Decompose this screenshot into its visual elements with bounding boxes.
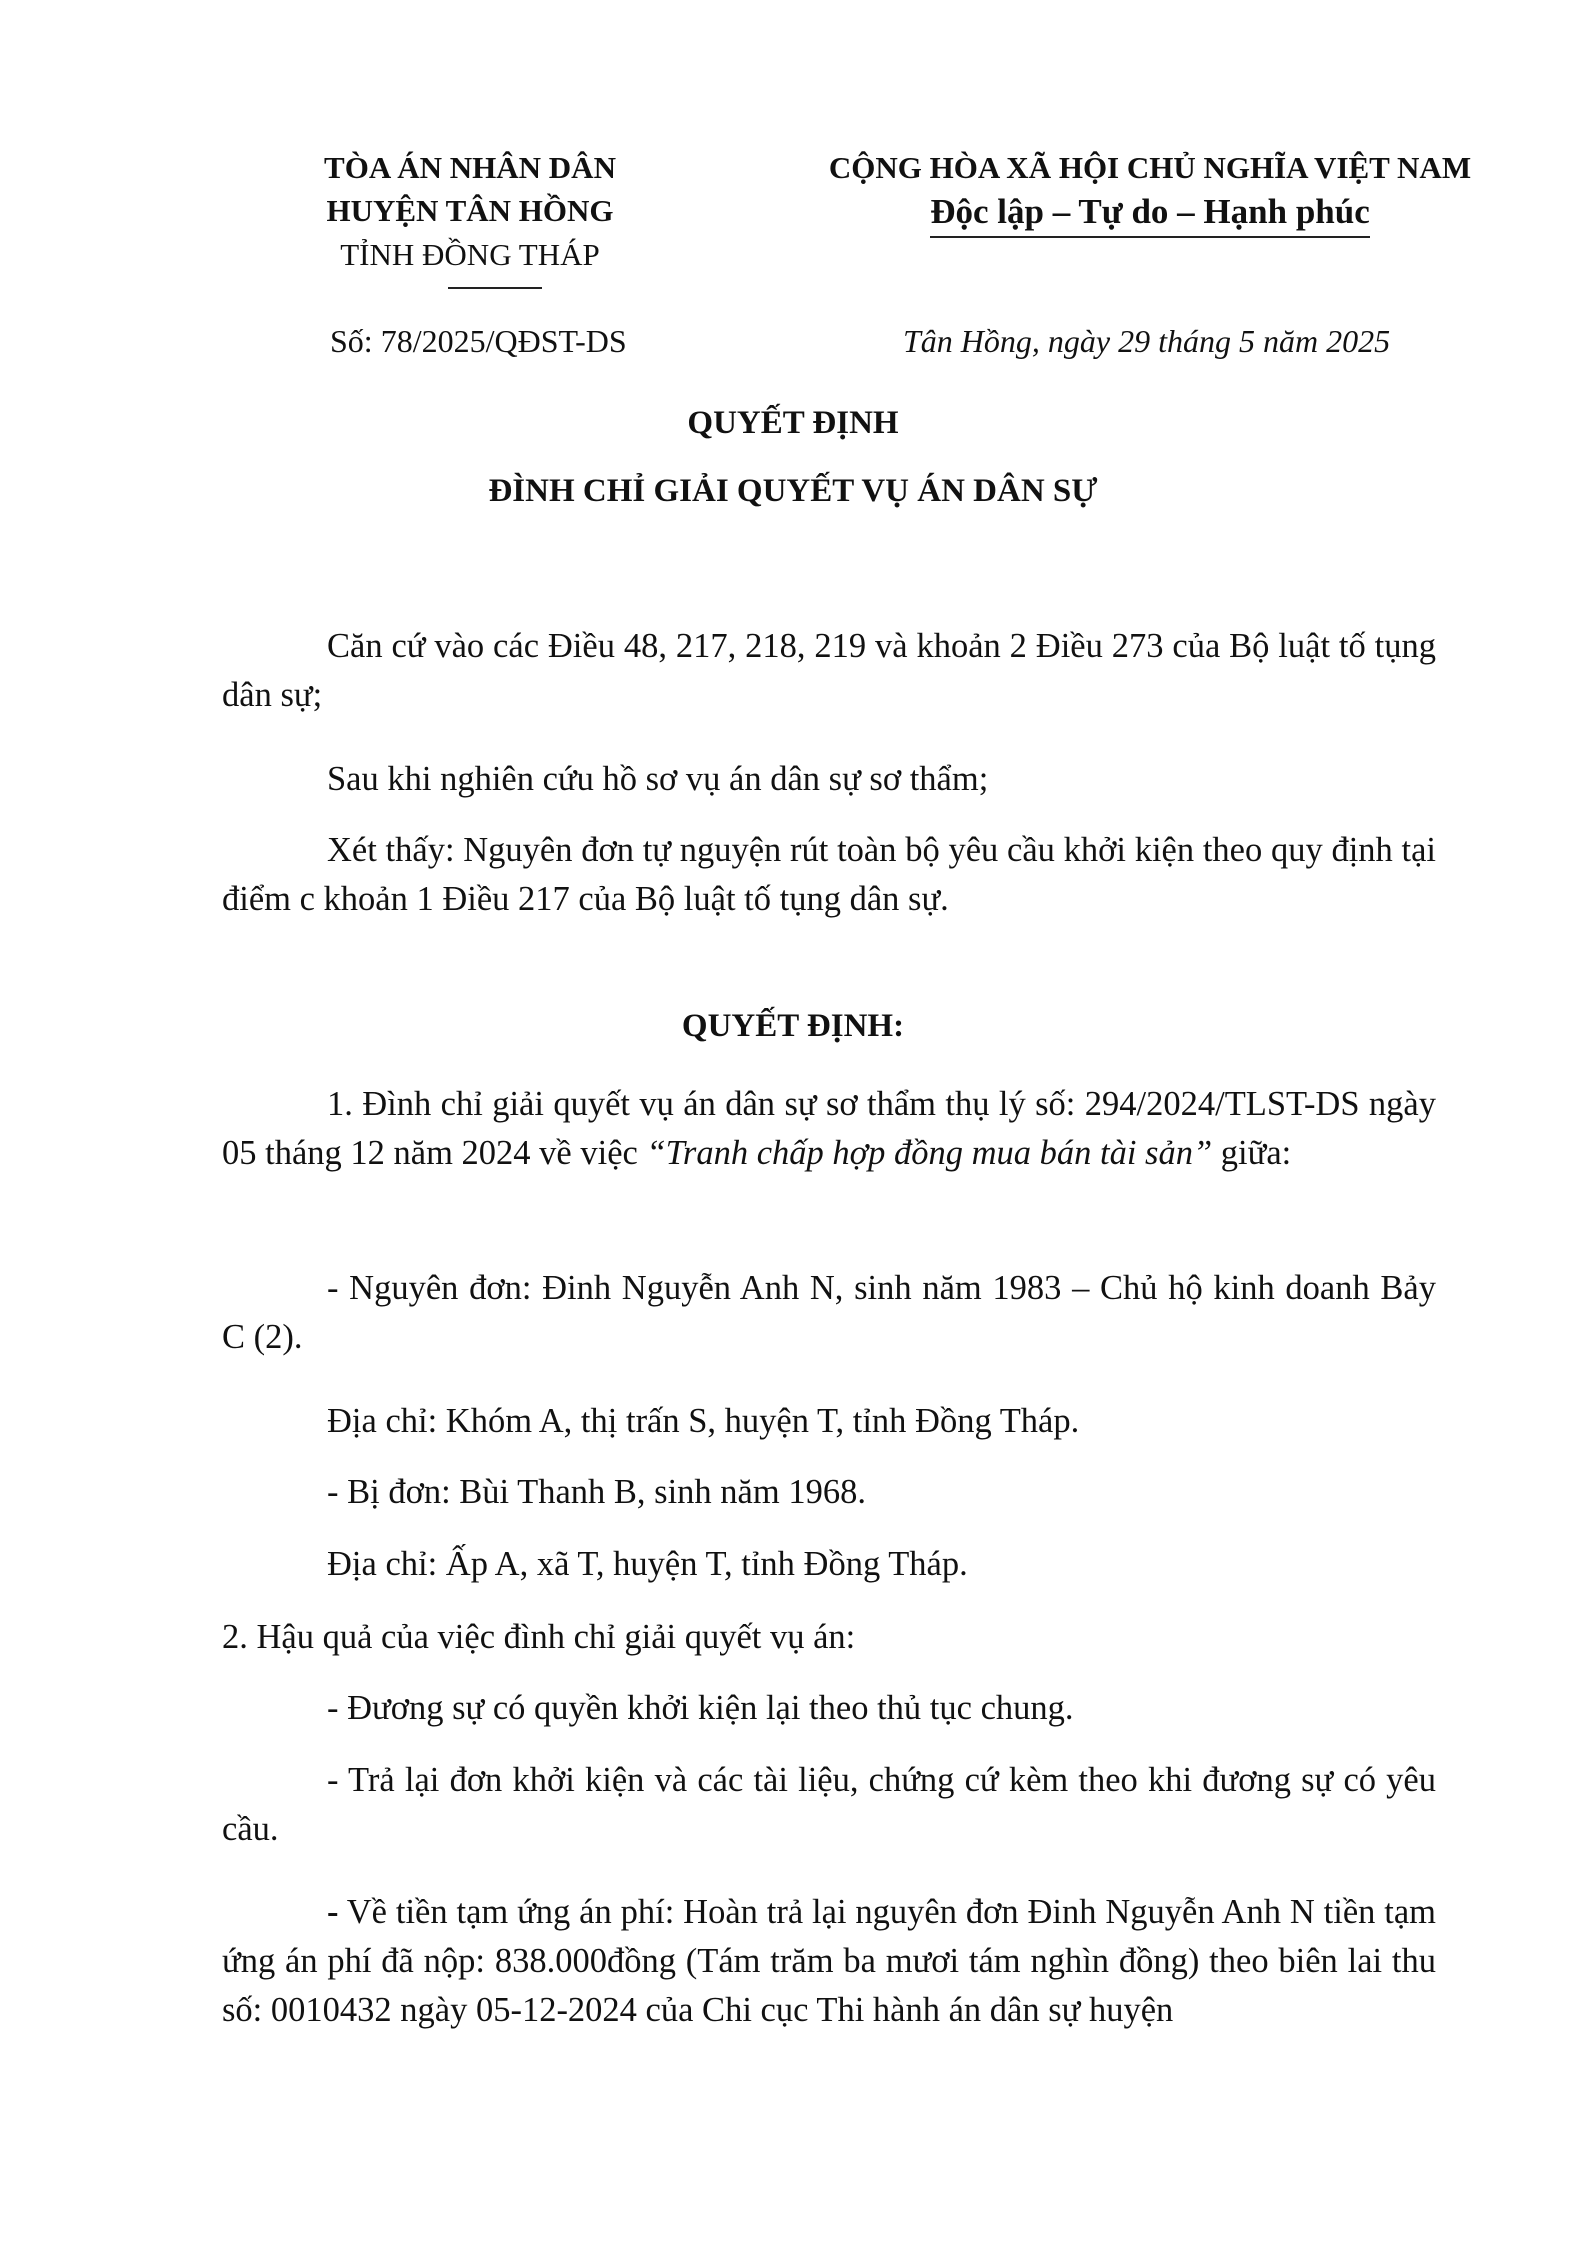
- court-divider: [448, 287, 542, 289]
- case-subject: “Tranh chấp hợp đồng mua bán tài sản”: [646, 1134, 1213, 1172]
- court-name-line2: HUYỆN TÂN HỒNG: [326, 193, 614, 228]
- court-fee-dash: -: [327, 1893, 339, 1931]
- court-name-line1: TÒA ÁN NHÂN DÂN: [324, 150, 616, 185]
- consequence-return-documents: - Trả lại đơn khởi kiện và các tài liệu, chứng cứ kèm theo khi đương sự có yêu cầu.: [222, 1761, 1436, 1848]
- motto-wrapper: [770, 192, 1530, 238]
- finding-paragraph: Xét thấy: Nguyên đơn tự nguyện rút toàn bộ yêu cầu khởi kiện theo quy định tại điểm c khoản 1 Điều 217 của Bộ luật tố tụng dân sự.: [222, 831, 1436, 918]
- motto: Độc lập – Tự do – Hạnh phúc: [930, 192, 1370, 238]
- document-subtitle: ĐÌNH CHỈ GIẢI QUYẾT VỤ ÁN DÂN SỰ: [488, 473, 1098, 509]
- plaintiff-line: - Nguyên đơn: Đinh Nguyễn Anh N, sinh năm 1983 – Chủ hộ kinh doanh Bảy C (2).: [222, 1269, 1436, 1356]
- court-name-line3: TỈNH ĐỒNG THÁP: [340, 237, 600, 272]
- decision-heading: QUYẾT ĐỊNH:: [681, 1008, 905, 1044]
- place-date: Tân Hồng, ngày 29 tháng 5 năm 2025: [903, 323, 1391, 359]
- document-title: QUYẾT ĐỊNH: [687, 405, 899, 441]
- decision-item-1-text: 1. Đình chỉ giải quyết vụ án dân sự sơ thẩm thụ lý số: 294/2024/TLST-DS ngày 05 tháng 12 năm 2024 về việc: [222, 1085, 1436, 1172]
- defendant-address: Địa chỉ: Ấp A, xã T, huyện T, tỉnh Đồng Tháp.: [327, 1545, 968, 1583]
- consequence-refile: - Đương sự có quyền khởi kiện lại theo thủ tục chung.: [327, 1689, 1074, 1727]
- legal-basis-paragraph: Căn cứ vào các Điều 48, 217, 218, 219 và khoản 2 Điều 273 của Bộ luật tố tụng dân sự;: [222, 627, 1436, 714]
- nation-name: CỘNG HÒA XÃ HỘI CHỦ NGHĨA VIỆT NAM: [828, 150, 1472, 185]
- decision-item-2: 2. Hậu quả của việc đình chỉ giải quyết vụ án:: [222, 1618, 856, 1656]
- court-fee-text: Về tiền tạm ứng án phí: Hoàn trả lại nguyên đơn Đinh Nguyễn Anh N tiền tạm ứng án phí đã nộp: 838.000đồng (Tám trăm ba mươi tám nghìn đồng) theo biên lai thu số: 0010432 ngày 05-12-2024 của Chi cục Thi hành án dân sự huyện: [222, 1893, 1436, 2029]
- decision-item-1: [222, 1080, 1436, 1178]
- consequence-court-fee: [222, 1888, 1436, 2035]
- document-number: Số: 78/2025/QĐST-DS: [330, 323, 627, 359]
- review-paragraph: Sau khi nghiên cứu hồ sơ vụ án dân sự sơ thẩm;: [327, 760, 989, 798]
- plaintiff-address: Địa chỉ: Khóm A, thị trấn S, huyện T, tỉnh Đồng Tháp.: [327, 1402, 1080, 1440]
- defendant-line: - Bị đơn: Bùi Thanh B, sinh năm 1968.: [327, 1473, 866, 1511]
- decision-item-1-tail: giữa:: [1212, 1134, 1292, 1172]
